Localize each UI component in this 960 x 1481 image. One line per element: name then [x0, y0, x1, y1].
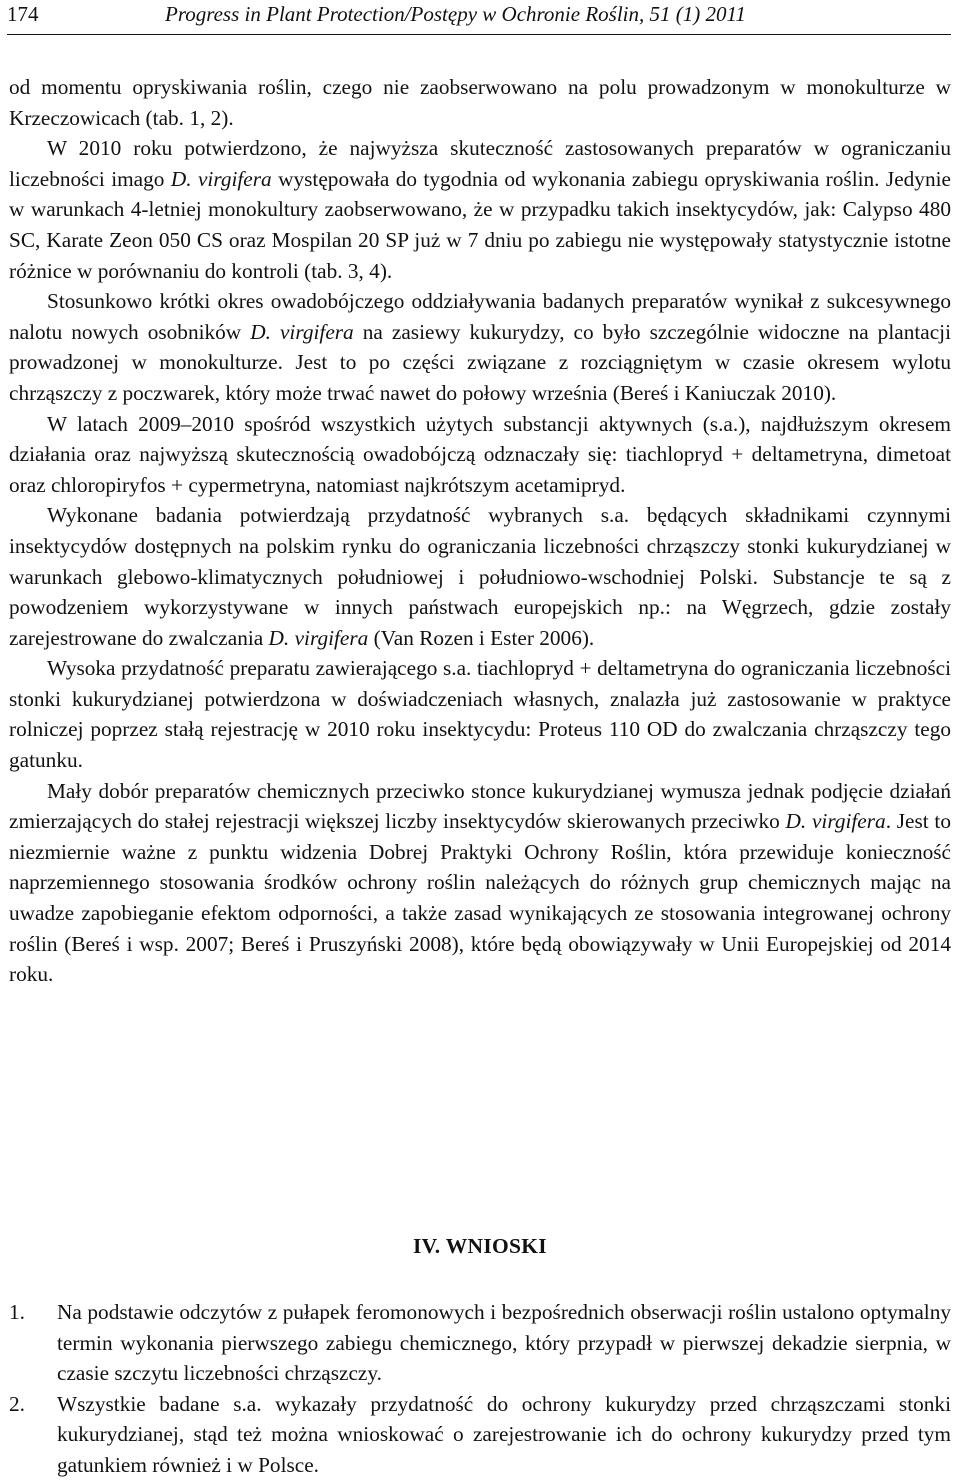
- conclusion-text: Na podstawie odczytów z pułapek feromonowych i bezpośrednich obserwacji roślin ustalono optymalny termin wykonania pierwszego zabiegu chemicznego, który przypadł w pierwszej dekadzie sierpnia, w czasie szczytu liczebności chrząszczy.: [57, 1300, 951, 1386]
- conclusion-text: Wszystkie badane s.a. wykazały przydatność do ochrony kukurydzy przed chrząszczami stonki kukurydzianej, stąd też można wnioskować o zarejestrowanie ich do ochrony kukurydzy przed tym gatunkiem również i w Polsce.: [57, 1391, 951, 1477]
- paragraph-text: Mały dobór preparatów chemicznych przeciwko stonce kukurydzianej wymusza jednak podjęcie działań zmierzających do stałej rejestracji większej liczby insektycydów skierowanych przeciwko: [9, 778, 951, 834]
- header-rule: [7, 34, 951, 35]
- paragraph: [9, 653, 951, 775]
- paragraph-text: od momentu opryskiwania roślin, czego nie zaobserwowano na polu prowadzonym w monokulturze w Krzeczowicach (tab. 1, 2).: [9, 75, 951, 130]
- paragraph-text: W 2010 roku potwierdzono, że najwyższa skuteczność zastosowanych preparatów w ograniczaniu liczebności imago: [9, 136, 951, 191]
- conclusion-number: 1.: [9, 1300, 25, 1324]
- paragraph-text: (Van Rozen i Ester 2006).: [368, 625, 595, 650]
- paragraph-text: występowała do tygodnia od wykonania zabiegu opryskiwania roślin. Jedynie w warunkach 4-letniej monokultury zaobserwowano, że w przypadku takich insektycydów, jak: Calypso 480 SC, Karate Zeon 050 CS oraz Mospilan 20 SP już w 7 dniu po zabiegu nie występowały statystycznie istotne różnice w porównaniu do kontroli (tab. 3, 4).: [9, 166, 951, 283]
- running-header: [7, 0, 951, 40]
- paragraph: [9, 286, 951, 408]
- species-name: D. virgifera: [268, 625, 369, 650]
- paragraph: [9, 133, 951, 286]
- journal-title: Progress in Plant Protection/Postępy w Ochronie Roślin, 51 (1) 2011: [165, 2, 746, 26]
- paragraph-text: Wysoka przydatność preparatu zawierającego s.a. tiachlopryd + deltametryna do ograniczania liczebności stonki kukurydzianej potwierdzona w doświadczeniach własnych, znalazła już zastosowanie w praktyce rolniczej poprzez stałą rejestrację w 2010 roku insektycydu: Proteus 110 OD do zwalczania chrząszczy tego gatunku.: [9, 656, 951, 773]
- paragraph: [9, 72, 951, 133]
- paragraph-text: . Jest to niezmiernie ważne z punktu widzenia Dobrej Praktyki Ochrony Roślin, która przewiduje konieczność naprzemiennego stosowania środków ochrony roślin należących do różnych grup chemicznych mając na uwadze zapobieganie efektom odporności, a także zasad wynikających ze stosowania integrowanej ochrony roślin (Bereś i wsp. 2007; Bereś i Pruszyński 2008), które będą obowiązywały w Unii Europejskiej od 2014 roku.: [9, 809, 951, 987]
- paragraph: [9, 409, 951, 501]
- species-name: D. virgifera: [250, 319, 354, 344]
- paragraph-text: na zasiewy kukurydzy, co było szczególnie widoczne na plantacji prowadzonej w monokulturze. Jest to po części związane z rozciągniętym w czasie okresem wylotu chrząszczy z poczwarek, który może trwać nawet do połowy września (Bereś i Kaniuczak 2010).: [9, 319, 952, 405]
- species-name: D. virgifera: [785, 809, 886, 834]
- section-heading: IV. WNIOSKI: [413, 1234, 547, 1258]
- conclusion-number: 2.: [9, 1391, 25, 1416]
- paragraph-text: Stosunkowo krótki okres owadobójczego oddziaływania badanych preparatów wynikał z sukcesywnego nalotu nowych osobników: [9, 289, 951, 344]
- paragraph: [9, 776, 951, 990]
- page-number: 174: [7, 2, 39, 26]
- conclusion-item: [9, 1297, 951, 1389]
- paragraph: [9, 500, 951, 653]
- conclusion-item: [9, 1389, 951, 1481]
- paragraph-text: W latach 2009–2010 spośród wszystkich użytych substancji aktywnych (s.a.), najdłuższym okresem działania oraz najwyższą skutecznością owadobójczą odznaczały się: tiachlopryd + deltametryna, dimetoat oraz chloropiryfos + cypermetryna, natomiast najkrótszym acetamipryd.: [9, 411, 951, 497]
- body-text: [9, 72, 951, 990]
- species-name: D. virgifera: [170, 166, 272, 191]
- conclusions-list: [9, 1297, 951, 1481]
- paragraph-text: Wykonane badania potwierdzają przydatność wybranych s.a. będących składnikami czynnymi insektycydów dostępnych na polskim rynku do ograniczania liczebności chrząszczy stonki kukurydzianej w warunkach glebowo-klimatycznych południowej i południowo-wschodniej Polski. Substancje te są z powodzeniem wykorzystywane w innych państwach europejskich np.: na Węgrzech, gdzie zostały zarejestrowane do zwalczania: [9, 503, 951, 650]
